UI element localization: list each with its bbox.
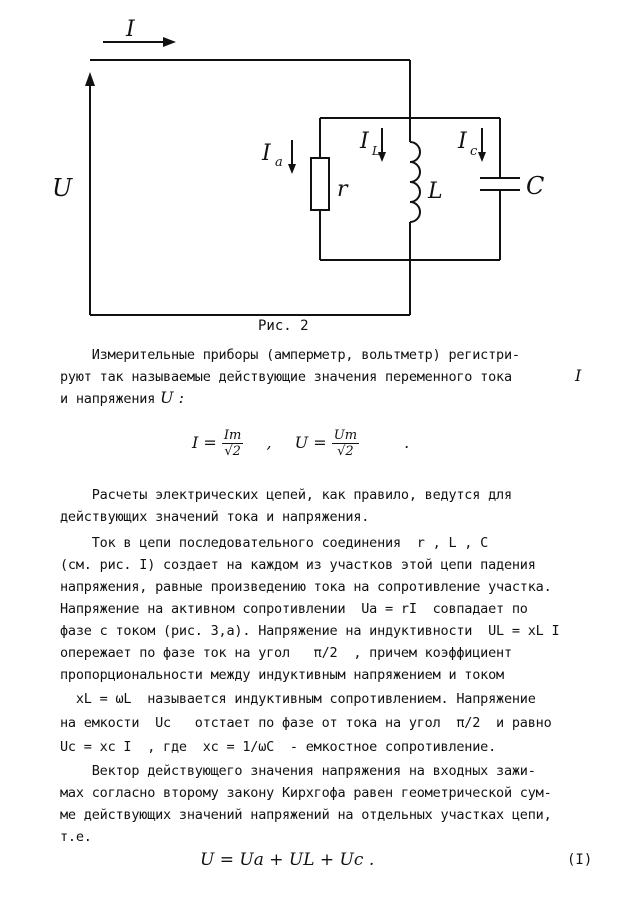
p3-line2: (см. рис. I) создает на каждом из участков этой цепи падения [60, 557, 536, 573]
ic-label: I [458, 129, 467, 154]
p3-line7: пропорциональности между индуктивным напряжением и током [60, 667, 504, 683]
equation-effective-values [192, 428, 409, 459]
p1-line2: руют так называемые действующие значения переменного тока [60, 369, 512, 385]
eq1-left: I = [192, 433, 217, 452]
eq1-mid: U = [294, 433, 327, 452]
voltage-label: U [52, 174, 73, 202]
p1-line1: Измерительные приборы (амперметр, вольтметр) регистри- [60, 347, 520, 363]
equation-kirchhoff: U = Ua + UL + Uc . [200, 850, 375, 870]
p3-line4: Напряжение на активном сопротивлении Ua = rI совпадает по [60, 601, 528, 617]
circuit-diagram [0, 0, 637, 330]
p1-sym-i: I [575, 366, 582, 385]
il-sub: L [372, 144, 380, 158]
ic-sub: c [470, 144, 478, 159]
eq1-den-u: √2 [337, 444, 354, 459]
il-label: I [360, 129, 369, 154]
eq1-frac-u [332, 428, 359, 459]
p1-sym-u: U : [160, 388, 184, 407]
c-label: C [526, 172, 545, 200]
current-label: I [126, 17, 135, 42]
p4-line1: Вектор действующего значения напряжения на входных зажи- [60, 763, 536, 779]
equation-number: (I) [567, 852, 593, 868]
eq1-num-i: Im [223, 428, 242, 443]
p3-line8: xL = ωL называется индуктивным сопротивлением. Напряжение [60, 691, 536, 707]
inductor-symbol [410, 142, 420, 222]
current-arrowhead [163, 37, 176, 47]
l-label: L [428, 179, 443, 204]
ia-sub: a [275, 155, 283, 170]
eq1-end: . [404, 433, 410, 452]
p3-line9: на емкости Uc отстает по фазе от тока на угол π/2 и равно [60, 715, 552, 731]
p2-line1: Расчеты электрических цепей, как правило, ведутся для [60, 487, 512, 503]
p3-line5: фазе с током (рис. 3,а). Напряжение на индуктивности UL = xL I [60, 623, 560, 639]
p4-line3: ме действующих значений напряжений на отдельных участках цепи, [60, 807, 552, 823]
p4-line2: мах согласно второму закону Кирхгофа равен геометрической сум- [60, 785, 552, 801]
eq1-num-u: Um [333, 428, 358, 443]
ia-label: I [262, 141, 271, 166]
p3-line3: напряжения, равные произведению тока на сопротивление участка. [60, 579, 552, 595]
r-label: r [337, 177, 348, 202]
eq1-den-i: √2 [224, 444, 241, 459]
p4-line4: т.е. [60, 829, 92, 845]
resistor-symbol [311, 158, 329, 210]
figure-caption: Рис. 2 [258, 318, 309, 334]
p3-line6: опережает по фазе ток на угол π/2 , причем коэффициент [60, 645, 512, 661]
eq1-sep: , [266, 433, 272, 452]
p3-line10: Uc = xc I , где xc = 1/ωC - емкостное сопротивление. [60, 739, 497, 755]
voltage-arrowhead [85, 72, 95, 86]
p1-line3: и напряжения [60, 391, 156, 407]
eq1-frac-i [222, 428, 243, 459]
p3-line1: Ток в цепи последовательного соединения r , L , C [60, 535, 489, 551]
p2-line2: действующих значений тока и напряжения. [60, 509, 370, 525]
